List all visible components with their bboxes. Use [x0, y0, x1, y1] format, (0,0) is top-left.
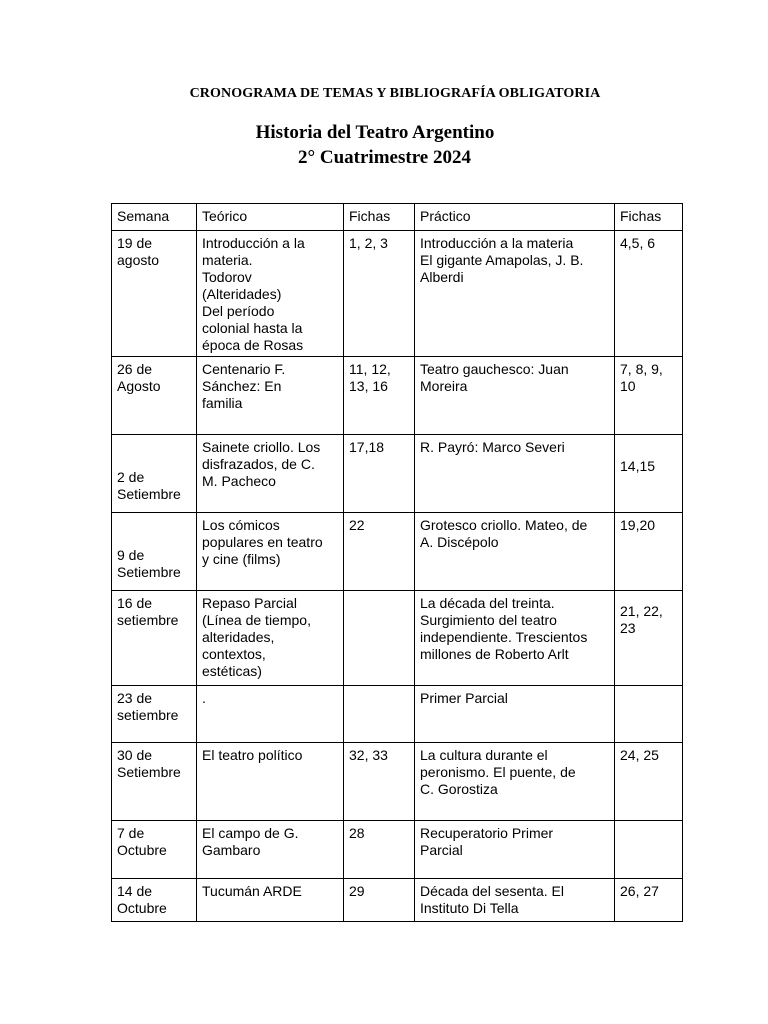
cell-fichas-practico: 26, 27 [615, 879, 683, 922]
cell-semana: 9 de Setiembre [112, 513, 197, 591]
cell-semana: 16 de setiembre [112, 591, 197, 686]
header-fichas-practico: Fichas [615, 204, 683, 231]
cell-fichas-teorico: 17,18 [344, 435, 415, 513]
cell-teorico: Introducción a la materia. Todorov (Alteridades) Del período colonial hasta la época de Rosas [197, 231, 344, 357]
document-heading: CRONOGRAMA DE TEMAS Y BIBLIOGRAFÍA OBLIGATORIA [189, 86, 601, 101]
table-row [112, 879, 683, 922]
cell-semana: 26 de Agosto [112, 357, 197, 435]
cell-practico: La cultura durante el peronismo. El puente, de C. Gorostiza [415, 743, 615, 821]
title-line-2: 2° Cuatrimestre 2024 [279, 147, 471, 168]
cell-teorico: El teatro político [197, 743, 344, 821]
cell-practico: Década del sesenta. El Instituto Di Tella [415, 879, 615, 922]
cell-teorico: El campo de G. Gambaro [197, 821, 344, 879]
cell-fichas-teorico: 11, 12, 13, 16 [344, 357, 415, 435]
cell-semana: 2 de Setiembre [112, 435, 197, 513]
cell-teorico: Centenario F. Sánchez: En familia [197, 357, 344, 435]
cell-fichas-teorico [344, 686, 415, 743]
cell-fichas-practico [615, 686, 683, 743]
table-row [112, 231, 683, 357]
cell-semana: 7 de Octubre [112, 821, 197, 879]
table-row [112, 513, 683, 591]
cell-fichas-practico: 14,15 [615, 435, 683, 513]
cell-teorico: Repaso Parcial (Línea de tiempo, alteridades, contextos, estéticas) [197, 591, 344, 686]
cell-practico: Primer Parcial [415, 686, 615, 743]
cell-fichas-practico [615, 821, 683, 879]
cell-practico: Grotesco criollo. Mateo, de A. Discépolo [415, 513, 615, 591]
title-line-1: Historia del Teatro Argentino [255, 122, 495, 143]
cell-semana: 30 de Setiembre [112, 743, 197, 821]
cell-practico: Teatro gauchesco: Juan Moreira [415, 357, 615, 435]
cell-fichas-practico: 24, 25 [615, 743, 683, 821]
cell-teorico: Tucumán ARDE [197, 879, 344, 922]
cell-practico: R. Payró: Marco Severi [415, 435, 615, 513]
table-row [112, 686, 683, 743]
cell-fichas-teorico: 32, 33 [344, 743, 415, 821]
header-semana: Semana [112, 204, 197, 231]
cell-fichas-teorico [344, 591, 415, 686]
cell-teorico: . [197, 686, 344, 743]
table-row [112, 435, 683, 513]
header-fichas-teorico: Fichas [344, 204, 415, 231]
cell-fichas-teorico: 22 [344, 513, 415, 591]
cell-practico: La década del treinta. Surgimiento del teatro independiente. Trescientos millones de Roberto Arlt [415, 591, 615, 686]
cell-semana: 23 de setiembre [112, 686, 197, 743]
cell-fichas-teorico: 1, 2, 3 [344, 231, 415, 357]
cell-fichas-teorico: 29 [344, 879, 415, 922]
document-title [0, 120, 750, 170]
cell-fichas-teorico: 28 [344, 821, 415, 879]
cell-fichas-practico: 7, 8, 9, 10 [615, 357, 683, 435]
cell-fichas-practico: 21, 22, 23 [615, 591, 683, 686]
cell-fichas-practico: 19,20 [615, 513, 683, 591]
table-header-row [112, 204, 683, 231]
cell-practico: Recuperatorio Primer Parcial [415, 821, 615, 879]
header-teorico: Teórico [197, 204, 344, 231]
table-row [112, 357, 683, 435]
table-row [112, 743, 683, 821]
schedule-table [111, 203, 683, 922]
cell-practico: Introducción a la materia El gigante Amapolas, J. B. Alberdi [415, 231, 615, 357]
cell-semana: 14 de Octubre [112, 879, 197, 922]
table-row [112, 821, 683, 879]
table-row [112, 591, 683, 686]
cell-fichas-practico: 4,5, 6 [615, 231, 683, 357]
cell-semana: 19 de agosto [112, 231, 197, 357]
header-practico: Práctico [415, 204, 615, 231]
cell-teorico: Los cómicos populares en teatro y cine (films) [197, 513, 344, 591]
cell-teorico: Sainete criollo. Los disfrazados, de C. M. Pacheco [197, 435, 344, 513]
